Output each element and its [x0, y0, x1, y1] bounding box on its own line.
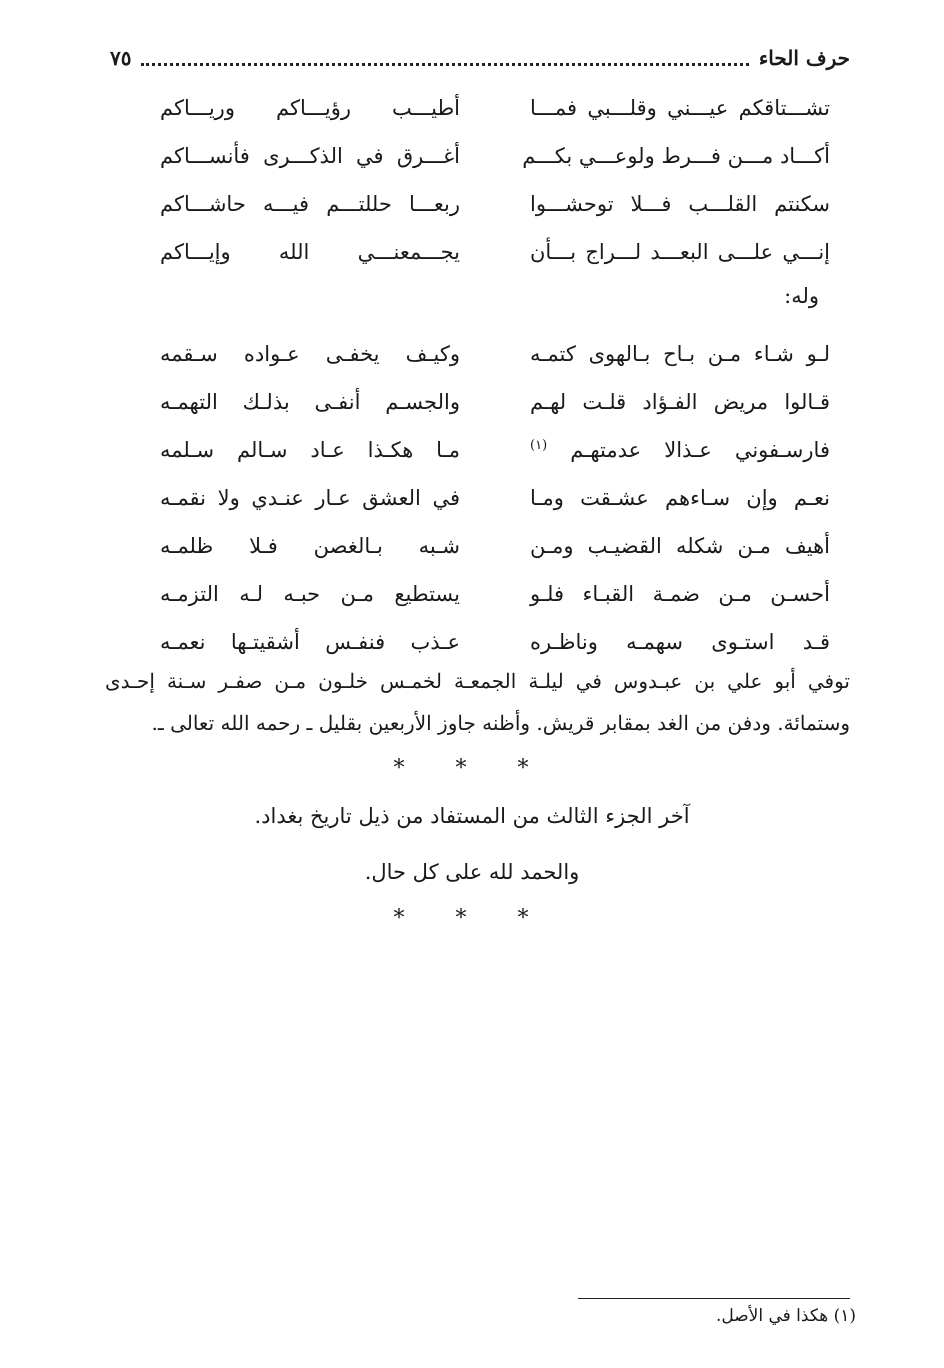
poem-2 — [150, 330, 830, 666]
verse-first-hemistich: تشـــتاقكم عيـــني وقلـــبي فمـــا — [530, 96, 830, 120]
header-leader-dots — [141, 63, 748, 66]
verse — [150, 522, 830, 570]
verse-second-hemistich: أطيـــب رؤيـــاكم وريـــاكم — [160, 96, 460, 120]
verse-second-hemistich: وكيـف يخفـى عـواده سـقمه — [160, 342, 460, 366]
verse-first-hemistich — [530, 438, 830, 462]
verse — [150, 132, 830, 180]
verse-second-hemistich: ربعـــا حللتـــم فيـــه حاشـــاكم — [160, 192, 460, 216]
verse-first-hemistich: لـو شـاء مـن بـاح بـالهوى كتمـه — [530, 342, 830, 366]
verse — [150, 570, 830, 618]
footnote: (١) هكذا في الأصل. — [715, 1306, 856, 1326]
footnote-separator — [578, 1298, 850, 1299]
section-divider-stars: * * * — [393, 756, 551, 781]
verse — [150, 84, 830, 132]
running-title: حرف الحاء — [758, 46, 850, 70]
verse-text: فارسـفوني عـذالا عدمتهـم — [570, 438, 830, 462]
poem-2-intro: وله: — [784, 284, 819, 308]
verse — [150, 426, 830, 474]
verse-second-hemistich: والجسـم أنفـى بذلـك التهمـه — [160, 390, 460, 414]
verse-first-hemistich: أكـــاد مـــن فـــرط ولوعـــي بكـــم — [522, 144, 830, 168]
death-notice-paragraph: توفي أبو علي بن عبـدوس في ليلـة الجمعـة لخمـس خلـون مـن صفـر سـنة إحـدى وستمائة. ودفن من الغد بمقابر قريش. وأظنه جاوز الأربعين بقليل ـ رحمه الله تعالى ـ. — [105, 669, 850, 735]
page-number: ٧٥ — [110, 46, 132, 70]
verse — [150, 180, 830, 228]
footnote-marker: (١) — [530, 438, 548, 453]
verse-first-hemistich: قـالوا مريض الفـؤاد قلـت لهـم — [530, 390, 830, 414]
verse — [150, 618, 830, 666]
verse-first-hemistich: نعـم وإن سـاءهم عشـقت ومـا — [530, 486, 830, 510]
closing-divider-stars: * * * — [393, 906, 551, 931]
verse-first-hemistich: أهيف مـن شكله القضيـب ومـن — [530, 534, 830, 558]
verse-first-hemistich: قـد استـوى سهمـه وناظـره — [530, 630, 830, 654]
page-header — [110, 40, 850, 76]
verse — [150, 330, 830, 378]
verse-second-hemistich: مـا هكـذا عـاد سـالم سـلمه — [160, 438, 460, 462]
verse — [150, 474, 830, 522]
verse-first-hemistich: سكنتم القلـــب فـــلا توحشـــوا — [530, 192, 830, 216]
verse-first-hemistich: إنـــي علـــى البعـــد لـــراج بـــأن — [530, 240, 830, 264]
verse-second-hemistich: شـبه بـالغصن فـلا ظلمـه — [160, 534, 460, 558]
colophon-line-1: آخر الجزء الثالث من المستفاد من ذيل تاريخ بغداد. — [254, 804, 690, 828]
verse-second-hemistich: يستطيع مـن حبـه لـه التزمـه — [160, 582, 460, 606]
verse — [150, 228, 830, 276]
verse-second-hemistich: عـذب فنفـس أشقيتـها نعمـه — [160, 630, 460, 654]
verse-second-hemistich: يجـــمعنـــي الله وإيـــاكم — [160, 240, 460, 264]
verse-second-hemistich: أغـــرق في الذكـــرى فأنســـاكم — [160, 144, 460, 168]
verse-second-hemistich: في العشق عـار عنـدي ولا نقمـه — [160, 486, 460, 510]
poem-1 — [150, 84, 830, 276]
colophon-line-2: والحمد لله على كل حال. — [364, 860, 580, 884]
verse — [150, 378, 830, 426]
verse-first-hemistich: أحسـن مـن ضمـة القبـاء فلـو — [530, 582, 830, 606]
